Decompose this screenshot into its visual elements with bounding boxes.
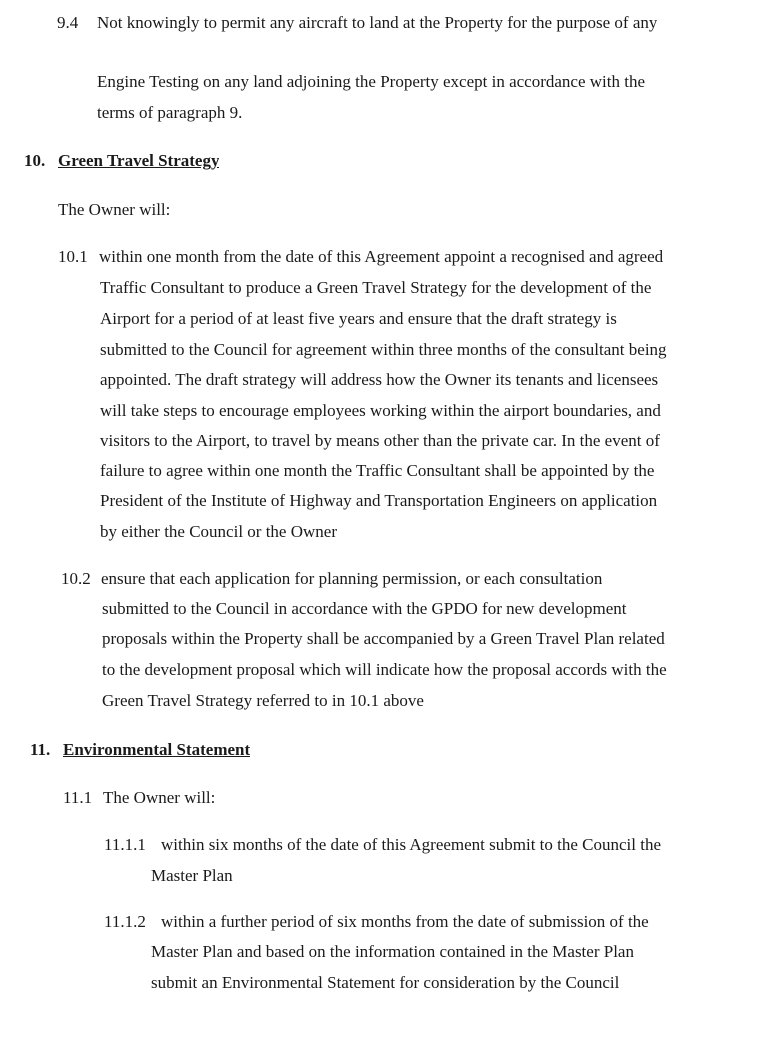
clause-11-1-text: The Owner will:	[103, 788, 216, 807]
clause-11-1-2-line-3: submit an Environmental Statement for consideration by the Council	[151, 973, 620, 992]
section-number-10: 10.	[24, 151, 46, 170]
clause-11-1-1-line-2: Master Plan	[151, 866, 233, 885]
clause-number-11-1-1: 11.1.1	[104, 835, 146, 854]
clause-10-1-line-3: Airport for a period of at least five years and ensure that the draft strategy is	[100, 309, 617, 328]
clause-10-1-line-7: visitors to the Airport, to travel by means other than the private car. In the event of	[100, 431, 660, 450]
clause-10-1-line-1: within one month from the date of this Agreement appoint a recognised and agreed	[99, 247, 664, 266]
clause-10-1-line-8: failure to agree within one month the Traffic Consultant shall be appointed by the	[100, 461, 655, 480]
clause-10-2-line-4: to the development proposal which will indicate how the proposal accords with the	[102, 660, 667, 679]
clause-10-1-line-9: President of the Institute of Highway and Transportation Engineers on application	[100, 491, 658, 510]
clause-10-2-line-5: Green Travel Strategy referred to in 10.1 above	[102, 691, 424, 710]
clause-number-10-2: 10.2	[61, 569, 91, 588]
clause-10-1-line-4: submitted to the Council for agreement within three months of the consultant being	[100, 340, 667, 359]
clause-11-1-2-line-1: within a further period of six months from the date of submission of the	[161, 912, 649, 931]
clause-9-4-line-2: Engine Testing on any land adjoining the Property except in accordance with the	[97, 72, 646, 91]
clause-number-9-4: 9.4	[57, 13, 79, 32]
clause-number-10-1: 10.1	[58, 247, 88, 266]
clause-10-1-line-6: will take steps to encourage employees working within the airport boundaries, and	[100, 401, 661, 420]
clause-10-2-line-3: proposals within the Property shall be accompanied by a Green Travel Plan related	[102, 629, 665, 648]
clause-number-11-1: 11.1	[63, 788, 93, 807]
section-heading-environmental-statement: Environmental Statement	[63, 740, 251, 759]
clause-10-2-line-1: ensure that each application for planning permission, or each consultation	[101, 569, 603, 588]
clause-number-11-1-2: 11.1.2	[104, 912, 146, 931]
clause-10-1-line-10: by either the Council or the Owner	[100, 522, 337, 541]
clause-10-1-line-5: appointed. The draft strategy will address how the Owner its tenants and licensees	[100, 370, 659, 389]
clause-10-2-line-2: submitted to the Council in accordance with the GPDO for new development	[102, 599, 627, 618]
section-10-intro: The Owner will:	[58, 200, 171, 219]
clause-10-1-line-2: Traffic Consultant to produce a Green Travel Strategy for the development of the	[100, 278, 652, 297]
section-heading-green-travel-strategy: Green Travel Strategy	[58, 151, 220, 170]
clause-11-1-1-line-1: within six months of the date of this Agreement submit to the Council the	[161, 835, 662, 854]
section-number-11: 11.	[30, 740, 51, 759]
clause-11-1-2-line-2: Master Plan and based on the information contained in the Master Plan	[151, 942, 634, 961]
clause-9-4-line-3: terms of paragraph 9.	[97, 103, 243, 122]
clause-9-4-line-1: Not knowingly to permit any aircraft to land at the Property for the purpose of any	[97, 13, 658, 32]
